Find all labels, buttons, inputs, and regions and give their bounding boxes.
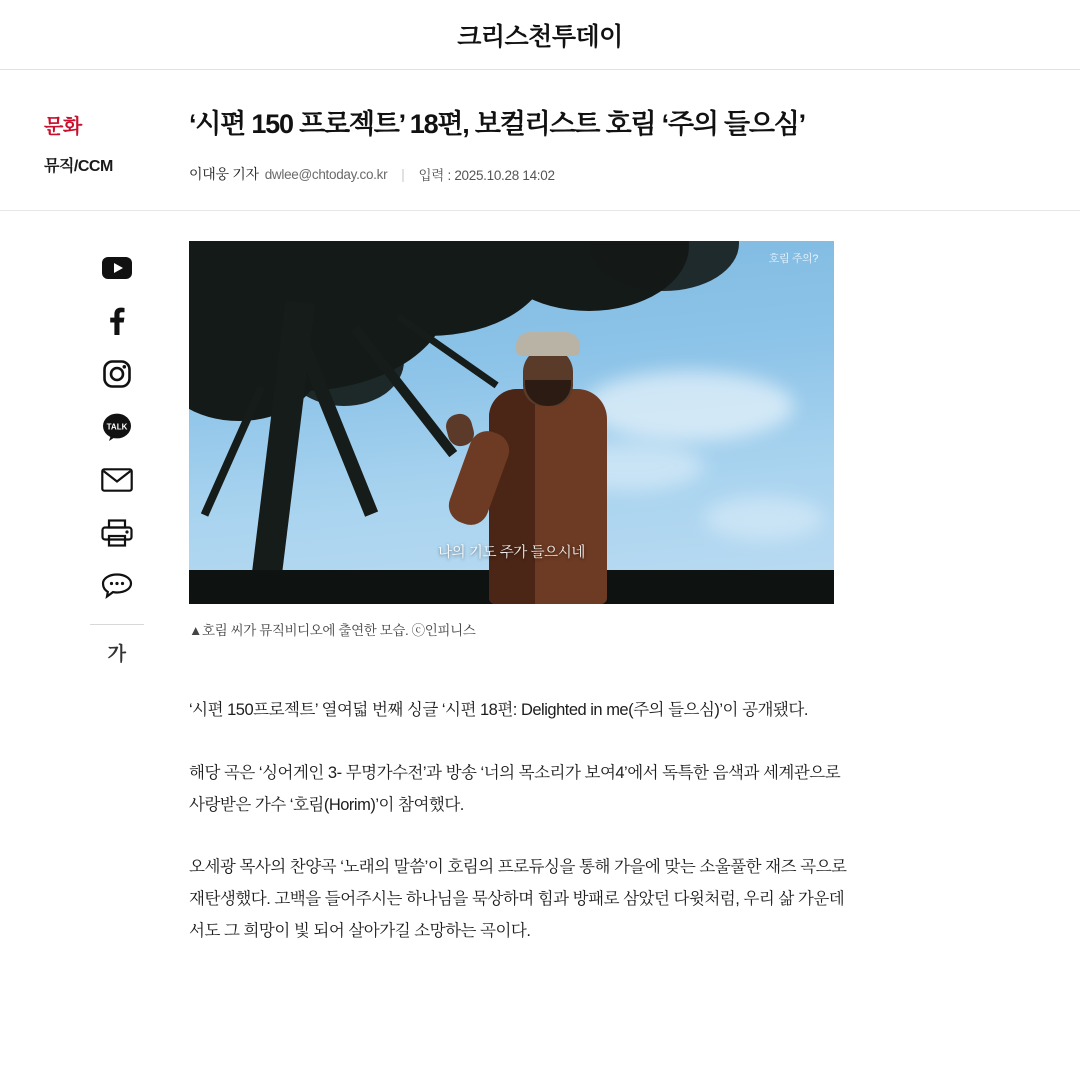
article-photo: [189, 241, 834, 604]
facebook-share-icon[interactable]: [96, 300, 138, 342]
article-figure: [189, 241, 849, 639]
comment-icon[interactable]: [96, 565, 138, 607]
instagram-share-icon[interactable]: [96, 353, 138, 395]
email-share-icon[interactable]: [96, 459, 138, 501]
article-content: [189, 241, 849, 977]
youtube-share-icon[interactable]: [96, 247, 138, 289]
divider: [90, 624, 144, 625]
reporter-name: 이대웅 기자: [189, 166, 259, 183]
page-title: ‘시편 150 프로젝트’ 18편, 보컬리스트 호림 ‘주의 들으심’: [189, 109, 805, 139]
article-text: [189, 694, 849, 947]
title-column: [189, 106, 1040, 184]
photo-caption: ▲호림 씨가 뮤직비디오에 출연한 모습. ⓒ인피니스: [189, 623, 476, 639]
article-body-wrap: [0, 211, 1080, 977]
paragraph: 해당 곡은 ‘싱어게인 3- 무명가수전’과 방송 ‘너의 목소리가 보여4’에서 독특한 음색과 세계관으로 사랑받은 가수 ‘호림(Horim)’이 참여했다.: [189, 763, 841, 814]
video-subtitle: 나의 기도 주가 들으시네: [438, 545, 585, 562]
reporter-email[interactable]: dwlee@chtoday.co.kr: [264, 166, 388, 182]
paragraph: 오세광 목사의 찬양곡 ‘노래의 말씀’이 호림의 프로듀싱을 통해 가을에 맞는 소울풀한 재즈 곡으로 재탄생했다. 고백을 들어주시는 하나님을 묵상하며 힘과 방패로 삼았던 다윗처럼, 우리 삶 가운데서도 그 희망이 빛 되어 살아가길 소망하는 곡이다.: [189, 857, 847, 941]
category-label[interactable]: 문화: [44, 116, 82, 138]
subcategory-label[interactable]: 뮤직/CCM: [44, 158, 113, 175]
share-sidebar: [44, 241, 189, 977]
site-header: [0, 0, 1080, 70]
svg-text:TALK: TALK: [106, 422, 127, 432]
byline-separator: |: [401, 166, 405, 182]
article-header: [0, 70, 1080, 211]
paragraph: ‘시편 150프로젝트’ 열여덟 번째 싱글 ‘시편 18편: Delighted in me(주의 들으심)’이 공개됐다.: [189, 701, 808, 720]
site-title[interactable]: 크리스천투데이: [457, 22, 623, 51]
video-watermark: 호림 주의?: [768, 253, 818, 266]
byline: [189, 164, 1030, 184]
font-size-button[interactable]: 가: [107, 644, 126, 666]
print-icon[interactable]: [96, 512, 138, 554]
kakaotalk-share-icon[interactable]: [96, 406, 138, 448]
category-column: [44, 106, 189, 184]
publish-date: 입력 : 2025.10.28 14:02: [418, 168, 555, 184]
